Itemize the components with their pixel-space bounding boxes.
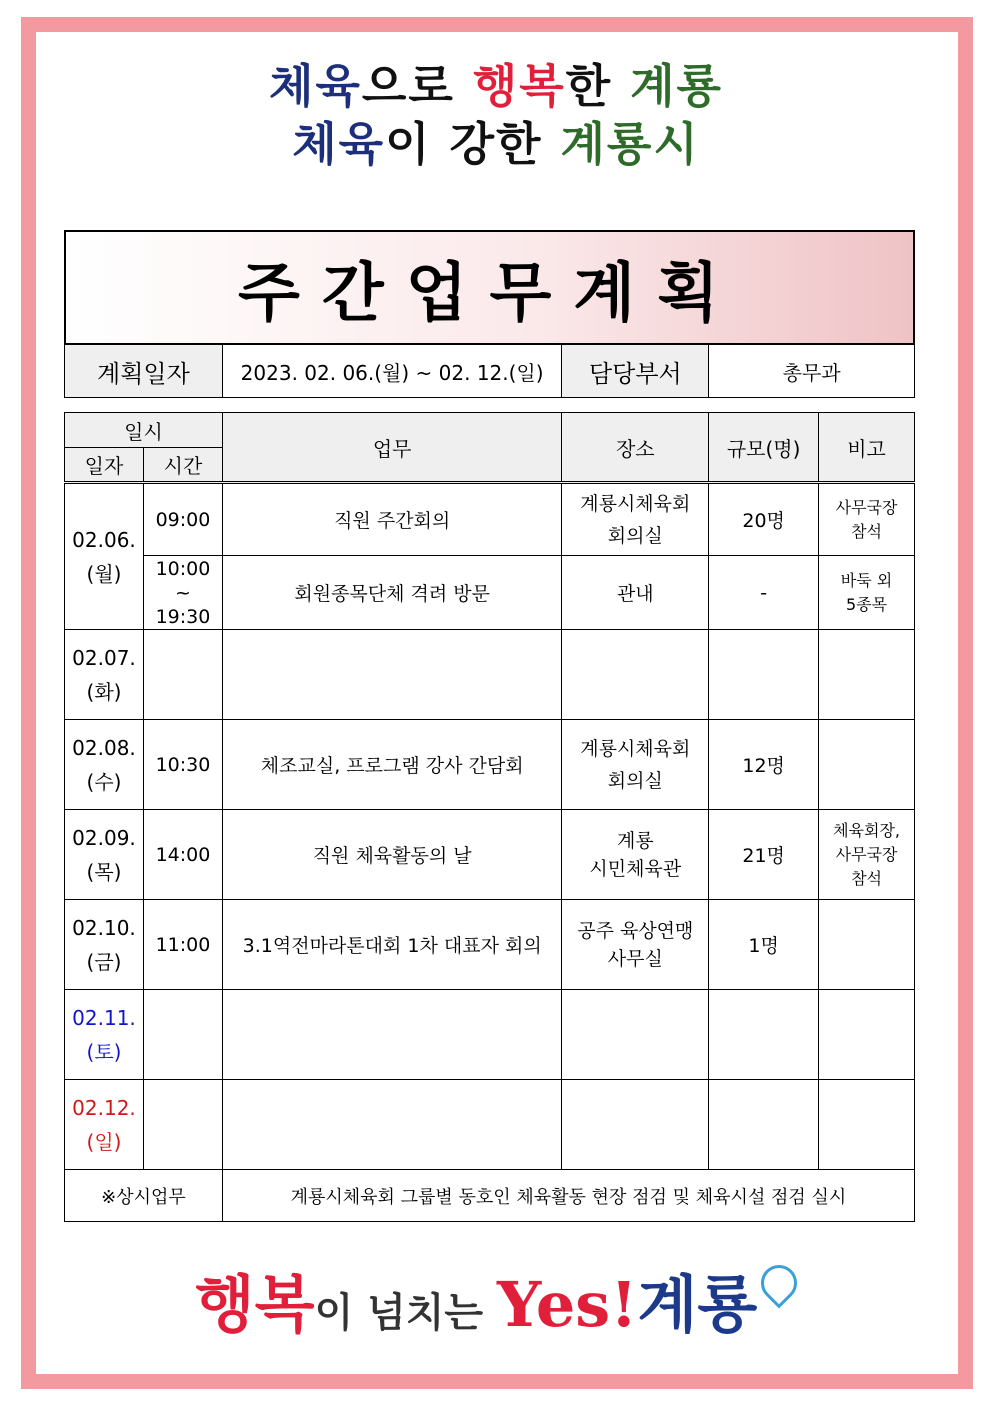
place-line: 계룡시체육회 bbox=[580, 492, 691, 515]
plan-info-table bbox=[64, 344, 915, 398]
regular-duty-text: 계룡시체육회 그룹별 동호인 체육활동 현장 점검 및 체육시설 점검 실시 bbox=[222, 1170, 914, 1222]
task-cell bbox=[222, 630, 562, 720]
day-text: (월) bbox=[86, 561, 122, 586]
slogan-word: 이 bbox=[385, 117, 450, 171]
time-line: ~ bbox=[174, 581, 191, 604]
place-line: 시민체육관 bbox=[589, 857, 682, 880]
slogan-line-2 bbox=[0, 108, 992, 174]
note-line: 참석 bbox=[851, 521, 882, 541]
table-row bbox=[65, 990, 915, 1080]
slogan-word: 한 bbox=[565, 59, 631, 113]
place-cell bbox=[562, 720, 709, 810]
scale-cell bbox=[709, 1080, 819, 1170]
date-cell bbox=[65, 630, 144, 720]
task-cell bbox=[222, 1080, 562, 1170]
table-row bbox=[65, 1080, 915, 1170]
day-text: (수) bbox=[86, 769, 122, 794]
date-cell bbox=[65, 900, 144, 990]
plan-date-value: 2023. 02. 06.(월) ~ 02. 12.(일) bbox=[222, 345, 562, 398]
table-row bbox=[65, 483, 915, 556]
place-line: 사무실 bbox=[607, 947, 663, 970]
date-cell bbox=[65, 990, 144, 1080]
note-cell bbox=[819, 900, 915, 990]
schedule-table bbox=[64, 412, 915, 1222]
date-cell bbox=[65, 720, 144, 810]
slogan-word: 으로 bbox=[361, 59, 473, 113]
task-cell: 직원 체육활동의 날 bbox=[222, 810, 562, 900]
day-text: (일) bbox=[86, 1129, 122, 1154]
time-line: 10:00 bbox=[155, 557, 211, 580]
header-date: 일자 bbox=[65, 448, 144, 483]
place-line: 계룡시체육회 bbox=[580, 737, 691, 760]
date-text: 02.07. bbox=[72, 645, 136, 670]
footer-word: Yes! bbox=[496, 1268, 638, 1341]
time-cell: 14:00 bbox=[143, 810, 222, 900]
note-line: 사무국장 bbox=[835, 497, 898, 517]
scale-cell bbox=[709, 630, 819, 720]
note-cell bbox=[819, 483, 915, 556]
note-cell bbox=[819, 720, 915, 810]
note-line: 참석 bbox=[851, 868, 882, 888]
table-row bbox=[65, 556, 915, 630]
place-cell bbox=[562, 900, 709, 990]
scale-cell: 12명 bbox=[709, 720, 819, 810]
place-line: 계룡 bbox=[616, 829, 654, 852]
dept-value: 총무과 bbox=[709, 345, 915, 398]
table-row bbox=[65, 810, 915, 900]
regular-duty-label: ※상시업무 bbox=[65, 1170, 223, 1222]
date-text: 02.10. bbox=[72, 915, 136, 940]
plan-date-label: 계획일자 bbox=[65, 345, 223, 398]
time-cell bbox=[143, 630, 222, 720]
table-row bbox=[65, 630, 915, 720]
regular-duty-row bbox=[65, 1170, 915, 1222]
slogan-word: 계룡 bbox=[630, 59, 723, 113]
time-cell: 10:30 bbox=[143, 720, 222, 810]
date-cell bbox=[65, 810, 144, 900]
place-cell bbox=[562, 483, 709, 556]
note-line: 체육회장, bbox=[833, 820, 900, 840]
date-cell bbox=[65, 1080, 144, 1170]
place-cell bbox=[562, 810, 709, 900]
time-cell bbox=[143, 990, 222, 1080]
table-row bbox=[65, 720, 915, 810]
task-cell: 체조교실, 프로그램 강사 간담회 bbox=[222, 720, 562, 810]
day-text: (금) bbox=[86, 949, 122, 974]
footer-word: 계룡 bbox=[637, 1268, 758, 1341]
slogan-word: 행복 bbox=[472, 59, 566, 113]
note-cell bbox=[819, 556, 915, 630]
title-banner bbox=[64, 230, 915, 345]
note-cell bbox=[819, 990, 915, 1080]
note-line: 바둑 외 bbox=[840, 570, 893, 590]
time-line: 19:30 bbox=[155, 605, 211, 628]
header-datetime: 일시 bbox=[65, 413, 223, 448]
task-cell bbox=[222, 990, 562, 1080]
scale-cell: 21명 bbox=[709, 810, 819, 900]
scale-cell: 20명 bbox=[709, 483, 819, 556]
place-line: 공주 육상연맹 bbox=[577, 919, 694, 942]
note-line: 사무국장 bbox=[835, 844, 898, 864]
slogan-word: 체육 bbox=[269, 59, 362, 113]
header-task: 업무 bbox=[222, 413, 562, 483]
date-text: 02.11. bbox=[72, 1005, 136, 1030]
header-scale: 규모(명) bbox=[709, 413, 819, 483]
day-text: (토) bbox=[86, 1039, 122, 1064]
header-note: 비고 bbox=[819, 413, 915, 483]
slogan-line-1 bbox=[0, 50, 992, 116]
task-cell: 3.1역전마라톤대회 1차 대표자 회의 bbox=[222, 900, 562, 990]
task-cell: 직원 주간회의 bbox=[222, 483, 562, 556]
dept-label: 담당부서 bbox=[562, 345, 709, 398]
place-cell bbox=[562, 630, 709, 720]
task-cell: 회원종목단체 격려 방문 bbox=[222, 556, 562, 630]
place-line: 회의실 bbox=[607, 769, 663, 792]
slogan-word: 체육 bbox=[292, 117, 386, 171]
table-row bbox=[65, 900, 915, 990]
place-cell: 관내 bbox=[562, 556, 709, 630]
date-cell bbox=[65, 483, 144, 630]
note-cell bbox=[819, 810, 915, 900]
header-time: 시간 bbox=[143, 448, 222, 483]
scale-cell bbox=[709, 990, 819, 1080]
footer-slogan bbox=[0, 1255, 992, 1344]
place-cell bbox=[562, 1080, 709, 1170]
date-text: 02.06. bbox=[72, 527, 136, 552]
slogan-word: 계룡시 bbox=[560, 117, 700, 171]
time-cell: 11:00 bbox=[143, 900, 222, 990]
day-text: (화) bbox=[86, 679, 122, 704]
page-title: 주간업무계획 bbox=[238, 256, 741, 331]
date-text: 02.08. bbox=[72, 735, 136, 760]
note-cell bbox=[819, 1080, 915, 1170]
time-cell bbox=[143, 1080, 222, 1170]
day-text: (목) bbox=[86, 859, 122, 884]
date-text: 02.09. bbox=[72, 825, 136, 850]
time-cell: 09:00 bbox=[143, 483, 222, 556]
place-cell bbox=[562, 990, 709, 1080]
scale-cell: 1명 bbox=[709, 900, 819, 990]
header-place: 장소 bbox=[562, 413, 709, 483]
date-text: 02.12. bbox=[72, 1095, 136, 1120]
footer-word: 행복 bbox=[194, 1268, 315, 1341]
time-cell bbox=[143, 556, 222, 630]
place-line: 회의실 bbox=[607, 524, 663, 547]
slogan-word: 강한 bbox=[449, 117, 561, 171]
heart-icon bbox=[754, 1258, 805, 1309]
note-cell bbox=[819, 630, 915, 720]
note-line: 5종목 bbox=[845, 594, 888, 614]
footer-word: 이 넘치는 bbox=[314, 1289, 497, 1336]
scale-cell: - bbox=[709, 556, 819, 630]
